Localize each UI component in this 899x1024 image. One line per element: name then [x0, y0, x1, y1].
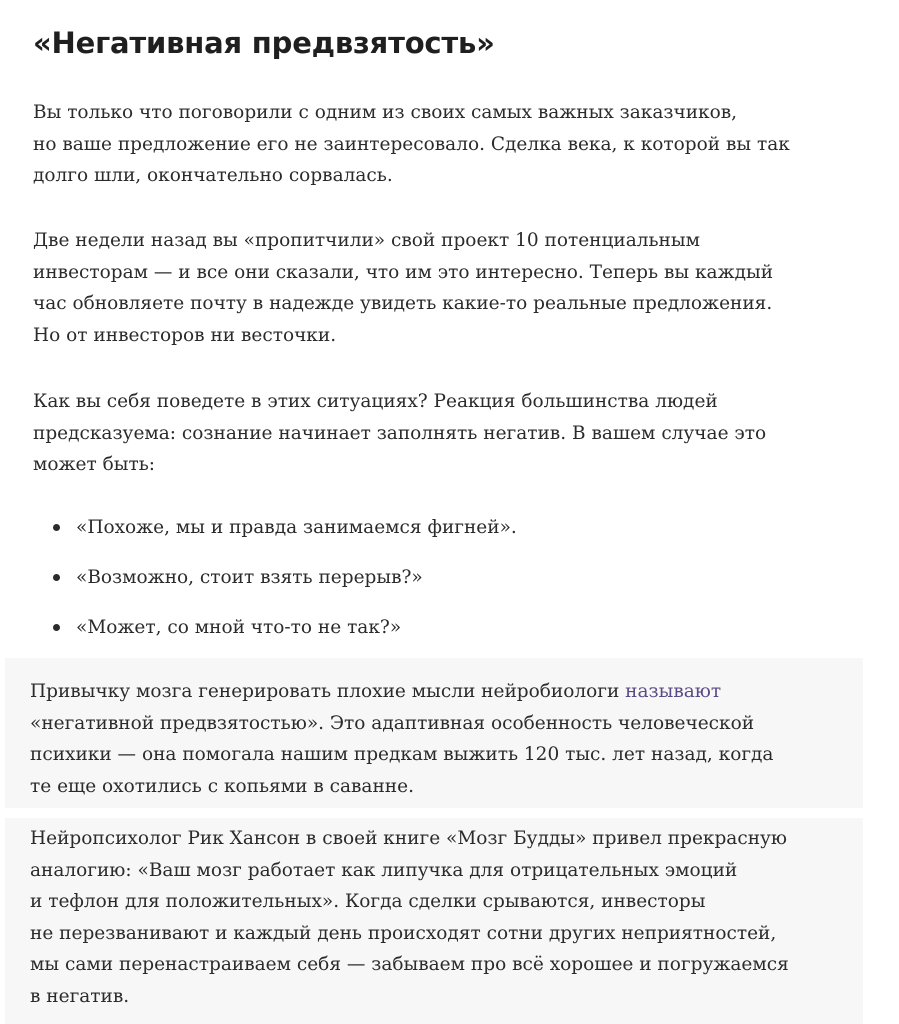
paragraph-3	[33, 386, 863, 481]
text-line: Нейропсихолог Рик Хансон в своей книге «Мозг Будды» привел прекрасную	[30, 828, 788, 849]
bullet-dot-icon	[53, 624, 60, 631]
list-item	[33, 562, 517, 612]
text-line: мы сами перенастраиваем себя — забываем про всё хорошее и погружаемся	[30, 954, 789, 975]
list-item	[33, 612, 517, 662]
list-item	[33, 512, 517, 562]
text-line: Как вы себя поведете в этих ситуациях? Реакция большинства людей	[33, 391, 718, 412]
text-line: в негатив.	[30, 985, 130, 1007]
text-line: психики — она помогала нашим предкам выжить 120 тыс. лет назад, когда	[30, 744, 774, 765]
text-line: Вы только что поговорили с одним из своих самых важных заказчиков,	[33, 102, 738, 123]
paragraph-5	[30, 823, 860, 1012]
text-line: но ваше предложение его не заинтересовало. Сделка века, к которой вы так	[33, 133, 790, 155]
paragraph-1	[33, 97, 863, 192]
text-line	[30, 676, 860, 708]
text-line: те еще охотились с копьями в саванне.	[30, 775, 414, 797]
text-line: аналогию: «Ваш мозг работает как липучка для отрицательных эмоций	[30, 859, 738, 881]
paragraph-4	[30, 676, 860, 802]
text-line: может быть:	[33, 454, 156, 475]
list-item-text: «Может, со мной что-то не так?»	[76, 617, 402, 638]
text-line: «негативной предвзятостью». Это адаптивная особенность человеческой	[30, 712, 755, 734]
text-line: Но от инвесторов ни весточки.	[33, 324, 337, 346]
text-line: Две недели назад вы «пропитчили» свой проект 10 потенциальным	[33, 230, 700, 251]
section-title: «Негативная предвзятость»	[33, 26, 495, 60]
text-segment: Привычку мозга генерировать плохие мысли нейробиологи	[30, 681, 626, 702]
text-line: предсказуема: сознание начинает заполнять негатив. В вашем случае это	[33, 422, 767, 444]
bullet-dot-icon	[53, 524, 60, 531]
bullet-list	[33, 512, 517, 662]
text-line: не перезванивают и каждый день происходят сотни других неприятностей,	[30, 922, 777, 944]
source-link[interactable]: называют	[625, 681, 722, 702]
text-line: час обновляете почту в надежде увидеть какие-то реальные предложения.	[33, 293, 773, 314]
list-item-text: «Возможно, стоит взять перерыв?»	[76, 567, 423, 588]
text-line: и тефлон для положительных». Когда сделки срываются, инвесторы	[30, 891, 706, 912]
text-line: долго шли, окончательно сорвалась.	[33, 165, 393, 186]
text-line: инвесторам — и все они сказали, что им это интересно. Теперь вы каждый	[33, 261, 774, 283]
list-item-text: «Похоже, мы и правда занимаемся фигней».	[76, 517, 517, 538]
paragraph-2	[33, 225, 863, 351]
bullet-dot-icon	[53, 574, 60, 581]
